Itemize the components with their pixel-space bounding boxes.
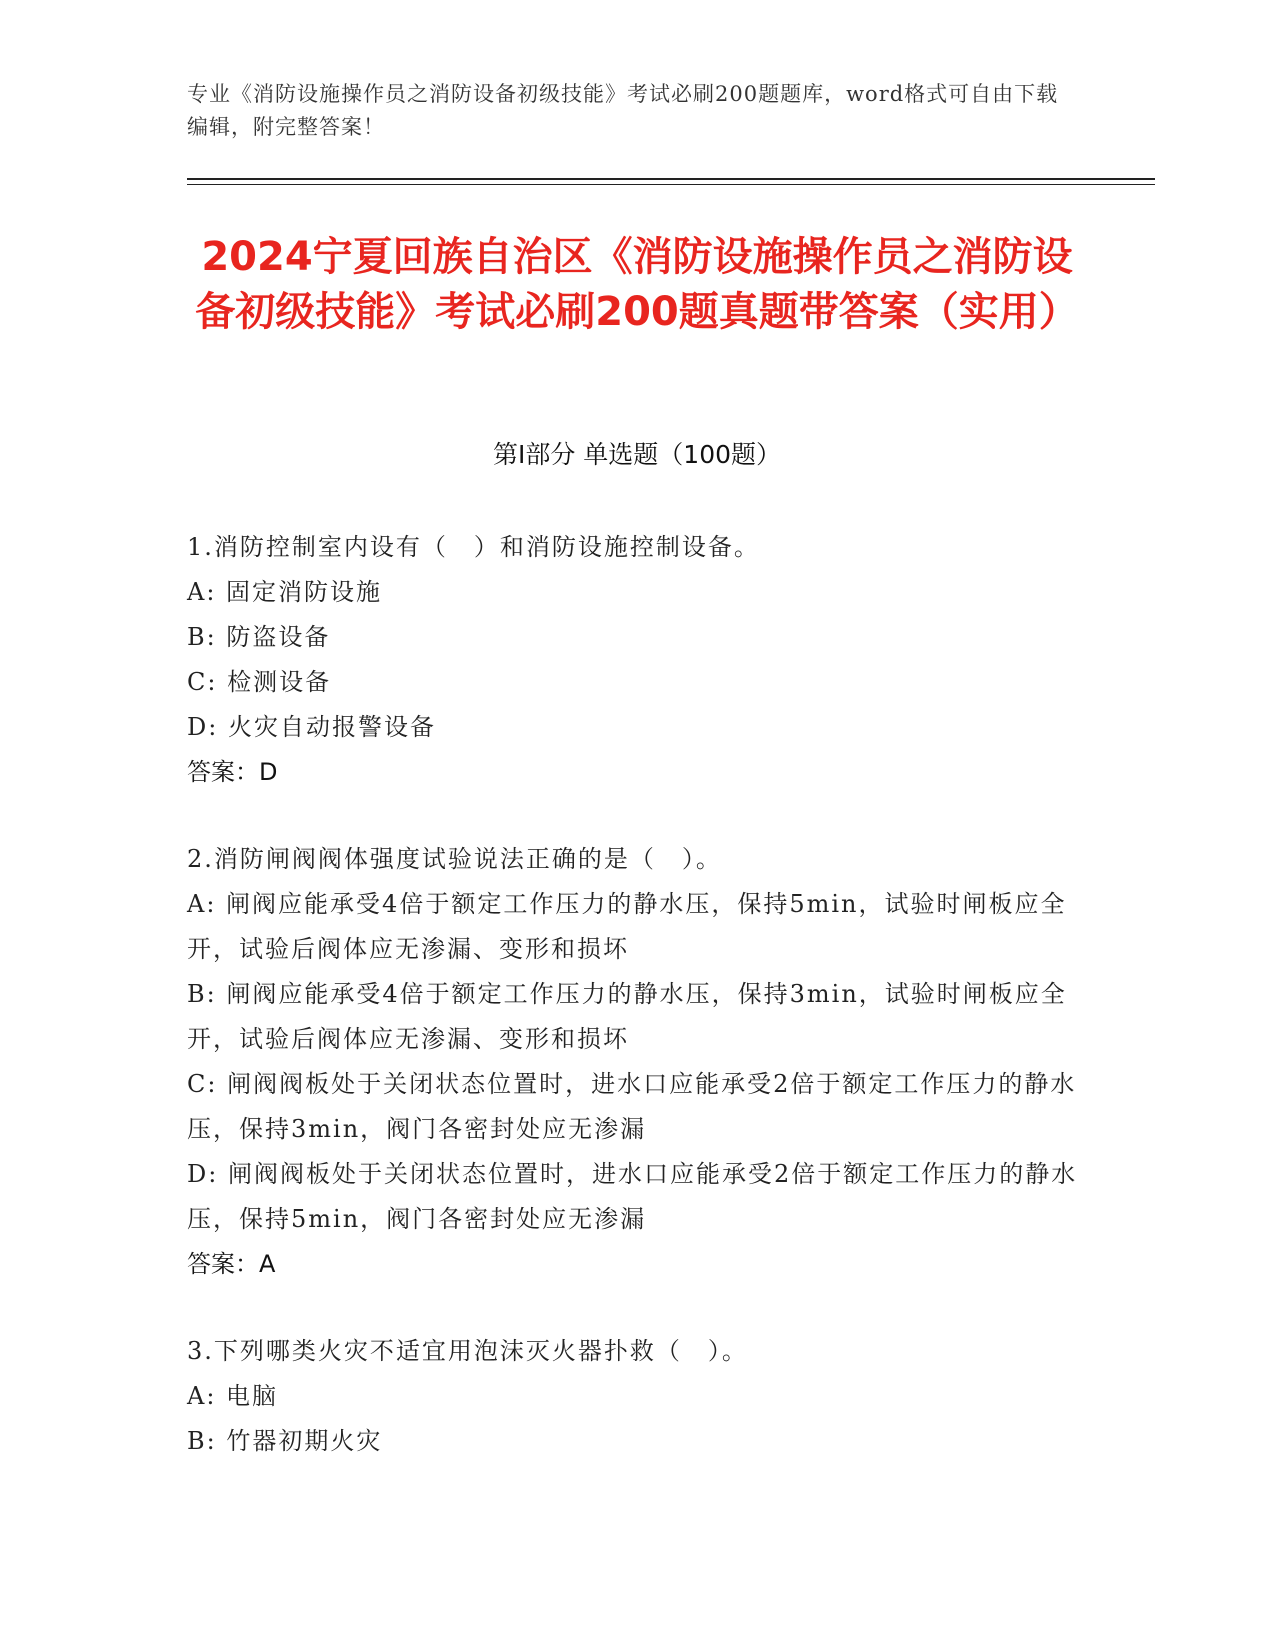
question-list xyxy=(187,525,1087,1506)
question-1 xyxy=(187,525,1087,795)
header-divider xyxy=(187,178,1155,180)
option-c: C: 检测设备 xyxy=(187,668,332,696)
header-divider-thin xyxy=(187,184,1155,185)
question-stem: 2.消防闸阀阀体强度试验说法正确的是（ ）。 xyxy=(187,845,722,873)
question-stem: 1.消防控制室内设有（ ）和消防设施控制设备。 xyxy=(187,533,760,561)
option-b: B: 防盗设备 xyxy=(187,623,331,651)
option-a: A: 固定消防设施 xyxy=(187,578,383,606)
option-a: A: 电脑 xyxy=(187,1382,279,1410)
option-d: D: 火灾自动报警设备 xyxy=(187,713,436,741)
section-heading: 第Ⅰ部分 单选题（100题） xyxy=(492,440,782,469)
question-3 xyxy=(187,1329,1087,1464)
question-2 xyxy=(187,837,1087,1287)
header-note: 专业《消防设施操作员之消防设备初级技能》考试必刷200题题库，word格式可自由下载编辑，附完整答案！ xyxy=(187,82,1059,139)
option-c: C: 闸阀阀板处于关闭状态位置时，进水口应能承受2倍于额定工作压力的静水压，保持3min，阀门各密封处应无渗漏 xyxy=(187,1070,1077,1143)
option-a: A: 闸阀应能承受4倍于额定工作压力的静水压，保持5min，试验时闸板应全开，试验后阀体应无渗漏、变形和损坏 xyxy=(187,890,1067,963)
document-title: 2024宁夏回族自治区《消防设施操作员之消防设备初级技能》考试必刷200题真题带答案（实用） xyxy=(195,234,1079,335)
answer: 答案：D xyxy=(187,758,278,786)
question-stem: 3.下列哪类火灾不适宜用泡沫灭火器扑救（ ）。 xyxy=(187,1337,748,1365)
answer: 答案：A xyxy=(187,1250,276,1278)
option-d: D: 闸阀阀板处于关闭状态位置时，进水口应能承受2倍于额定工作压力的静水压，保持5min，阀门各密封处应无渗漏 xyxy=(187,1160,1078,1233)
option-b: B: 竹器初期火灾 xyxy=(187,1427,383,1455)
option-b: B: 闸阀应能承受4倍于额定工作压力的静水压，保持3min，试验时闸板应全开，试验后阀体应无渗漏、变形和损坏 xyxy=(187,980,1067,1053)
